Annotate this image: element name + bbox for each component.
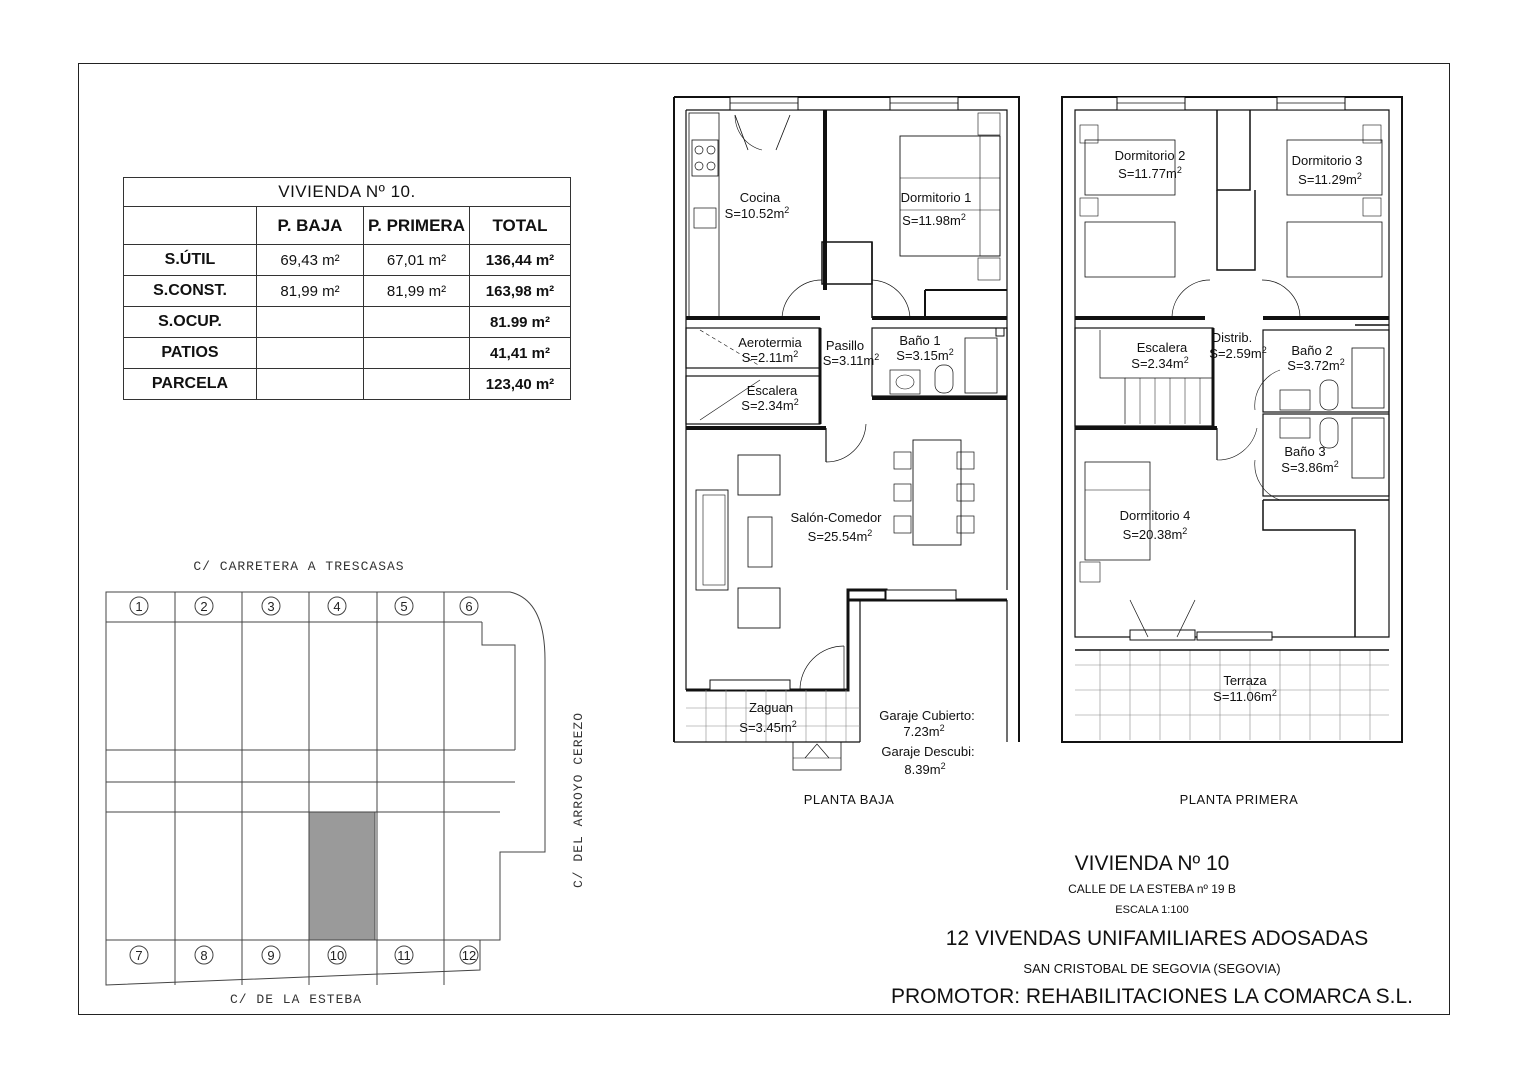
room-name: Aerotermia — [738, 335, 802, 350]
area-superscript: 2 — [1356, 171, 1362, 181]
area-superscript: 2 — [1271, 688, 1277, 698]
site-plan — [106, 559, 586, 1007]
room-area: $S=2.59m^2$ — [1209, 345, 1267, 361]
room-name: Escalera — [1136, 340, 1188, 355]
first-floor-plan — [1062, 97, 1402, 807]
room-area: $S=3.86m^2$ — [1281, 459, 1339, 475]
plot-number: 3 — [267, 599, 275, 614]
room-area: $S=11.77m^2$ — [1118, 165, 1182, 181]
cell-total: 41,41 m² — [470, 338, 571, 369]
room-name: Baño 2 — [1291, 343, 1333, 358]
room-name: Cocina — [739, 190, 781, 205]
area-superscript: 2 — [960, 212, 966, 222]
room-name: Garaje Cubierto: — [879, 708, 975, 723]
header-total: TOTAL — [470, 207, 571, 245]
title-ubicacion: SAN CRISTOBAL DE SEGOVIA (SEGOVIA) — [1023, 961, 1281, 976]
highlighted-plot — [309, 812, 375, 940]
room-area: $S=2.34m^2$ — [1131, 355, 1189, 371]
street-right-label: C/ DEL ARROYO CEREZO — [571, 711, 586, 889]
title-escala: ESCALA 1:100 — [1115, 904, 1189, 916]
room-area: $S=11.29m^2$ — [1298, 171, 1362, 187]
area-superscript: 2 — [939, 723, 945, 733]
table-title: VIVIENDA Nº 10. — [124, 178, 571, 207]
room-area: $S=11.06m^2$ — [1213, 688, 1277, 704]
area-superscript: 2 — [874, 352, 880, 362]
cell-baja: 69,43 m² — [257, 245, 364, 276]
area-superscript: 2 — [793, 349, 799, 359]
room-area: $S=3.11m^2$ — [822, 352, 880, 368]
header-baja: P. BAJA — [257, 207, 364, 245]
room-area: $S=20.38m^2$ — [1122, 526, 1188, 542]
plot-number: 7 — [135, 948, 143, 963]
room-name: Dormitorio 1 — [900, 190, 972, 205]
plot-number: 1 — [135, 599, 143, 614]
plot-number: 2 — [200, 599, 208, 614]
plot-number: 8 — [200, 948, 208, 963]
plot-number: 4 — [333, 599, 341, 614]
plot-number: 12 — [461, 948, 477, 963]
room-area: $S=2.11m^2$ — [741, 349, 799, 365]
cell-total: 81.99 m² — [470, 307, 571, 338]
room-name: Baño 3 — [1284, 444, 1326, 459]
room-name: Distrib. — [1211, 330, 1253, 345]
area-superscript: 2 — [793, 397, 799, 407]
room-area: $S=2.34m^2$ — [741, 397, 799, 413]
cell-total: 136,44 m² — [470, 245, 571, 276]
title-vivienda: VIVIENDA Nº 10 — [1074, 852, 1230, 875]
row-label: S.ÚTIL — [124, 245, 257, 276]
room-area: $S=3.15m^2$ — [896, 347, 954, 363]
room-area: $S=11.98m^2$ — [902, 212, 966, 228]
room-name: Salón-Comedor — [790, 510, 882, 525]
street-top-label: C/ CARRETERA A TRESCASAS — [193, 559, 405, 574]
room-area: $7.23m^2$ — [903, 723, 945, 739]
plot-number: 6 — [465, 599, 473, 614]
ground-floor-plan — [674, 97, 1019, 807]
area-superscript: 2 — [867, 528, 873, 538]
area-superscript: 2 — [1182, 526, 1188, 536]
room-name: Dormitorio 4 — [1119, 508, 1191, 523]
title-calle: CALLE DE LA ESTEBA nº 19 B — [1068, 882, 1236, 896]
room-area: $S=3.45m^2$ — [739, 719, 797, 735]
room-area: $S=3.72m^2$ — [1287, 357, 1345, 373]
first-floor-caption: PLANTA PRIMERA — [1179, 792, 1299, 807]
room-name: Pasillo — [825, 338, 865, 353]
room-name: Zaguan — [748, 700, 794, 715]
room-area: $S=25.54m^2$ — [807, 528, 873, 544]
ground-floor-caption: PLANTA BAJA — [803, 792, 895, 807]
area-superscript: 2 — [1176, 165, 1182, 175]
row-label: PARCELA — [124, 369, 257, 400]
room-name: Baño 1 — [899, 333, 941, 348]
room-area: $S=10.52m^2$ — [724, 205, 790, 221]
room-name: Escalera — [746, 383, 798, 398]
room-name: Dormitorio 3 — [1291, 153, 1363, 168]
plot-number: 11 — [397, 948, 411, 963]
area-superscript: 2 — [940, 761, 946, 771]
row-label: S.CONST. — [124, 276, 257, 307]
street-bottom-label: C/ DE LA ESTEBA — [229, 992, 363, 1007]
area-superscript: 2 — [1339, 357, 1345, 367]
room-area: $8.39m^2$ — [904, 761, 946, 777]
plot-number: 9 — [267, 948, 275, 963]
area-superscript: 2 — [791, 719, 797, 729]
area-superscript: 2 — [948, 347, 954, 357]
header-primera: P. PRIMERA — [364, 207, 470, 245]
area-superscript: 2 — [784, 205, 790, 215]
plot-number: 10 — [329, 948, 345, 963]
cell-total: 123,40 m² — [470, 369, 571, 400]
area-superscript: 2 — [1183, 355, 1189, 365]
plot-number: 5 — [400, 599, 408, 614]
area-superscript: 2 — [1333, 459, 1339, 469]
row-label: S.OCUP. — [124, 307, 257, 338]
cell-primera: 67,01 m² — [364, 245, 470, 276]
room-name: Garaje Descubi: — [881, 744, 975, 759]
cell-baja: 81,99 m² — [257, 276, 364, 307]
room-name: Dormitorio 2 — [1114, 148, 1186, 163]
cell-total: 163,98 m² — [470, 276, 571, 307]
title-promotor: PROMOTOR: REHABILITACIONES LA COMARCA S.L. — [890, 985, 1413, 1008]
title-proyecto: 12 VIVENDAS UNIFAMILIARES ADOSADAS — [945, 927, 1369, 950]
cell-primera: 81,99 m² — [364, 276, 470, 307]
row-label: PATIOS — [124, 338, 257, 369]
area-superscript: 2 — [1261, 345, 1267, 355]
room-name: Terraza — [1223, 673, 1267, 688]
